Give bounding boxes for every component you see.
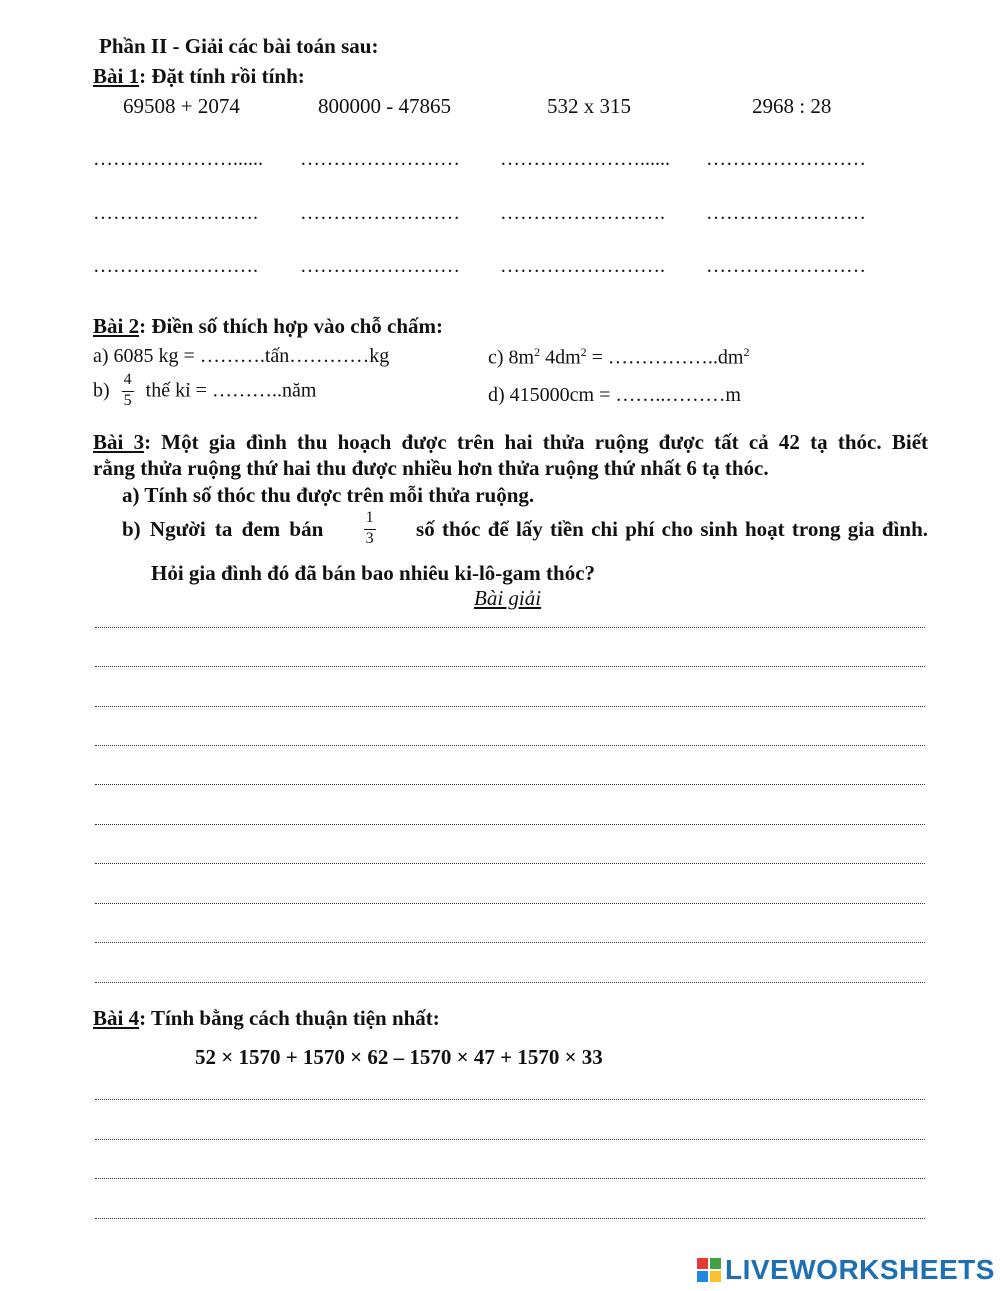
bai3-solution-line[interactable]	[95, 863, 925, 864]
bai4-title: : Tính bằng cách thuận tiện nhất:	[139, 1006, 440, 1030]
brand-name: LIVEWORKSHEETS	[725, 1254, 995, 1285]
bai4-heading	[93, 1006, 440, 1031]
bai1-expression-1: 69508 + 2074	[123, 94, 240, 118]
bai2-heading	[93, 314, 443, 339]
bai2-b-fraction	[121, 371, 135, 411]
bai3-solution-line[interactable]	[95, 745, 925, 746]
logo-square-l	[697, 1258, 708, 1269]
bai3-item-b	[122, 509, 928, 549]
bai3-label: Bài 3	[93, 430, 145, 454]
bai1-answer-4-row-1[interactable]: ……………………	[706, 148, 866, 170]
bai3-line-2: rằng thửa ruộng thứ hai thu được nhiều hơn thửa ruộng thứ nhất 6 tạ thóc.	[93, 456, 769, 480]
bai3-solution-line[interactable]	[95, 627, 925, 628]
bai3-item-a: a) Tính số thóc thu được trên mỗi thửa ruộng.	[122, 483, 535, 507]
bai1-expression-2: 800000 - 47865	[318, 94, 451, 118]
bai2-item-c[interactable]	[488, 345, 750, 370]
bai1-answer-1-row-2[interactable]: …………………….	[93, 202, 258, 224]
bai3-solution-line[interactable]	[95, 903, 925, 904]
bai1-title: : Đặt tính rồi tính:	[139, 64, 305, 88]
bai4-label: Bài 4	[93, 1006, 140, 1030]
bai2-b-text: thế kỉ = ………..năm	[145, 379, 317, 402]
bai3-solution-line[interactable]	[95, 982, 925, 983]
bai4-solution-line[interactable]	[95, 1139, 925, 1140]
part-title: Phần II - Giải các bài toán sau:	[99, 34, 379, 58]
bai4-solution-line[interactable]	[95, 1099, 925, 1100]
bai4-solution-line[interactable]	[95, 1178, 925, 1179]
bai1-answer-3-row-1[interactable]: …………………......	[500, 148, 670, 170]
bai3-solution-label: Bài giải	[474, 586, 542, 610]
bai1-answer-4-row-3[interactable]: ……………………	[706, 255, 866, 277]
liveworksheets-logo	[697, 1253, 995, 1287]
bai2-c-sup1: 2	[534, 345, 541, 359]
bai1-answer-2-row-2[interactable]: ……………………	[300, 202, 460, 224]
bai3-b-text-2: số thóc để lấy tiền chi phí cho sinh hoạt trong gia đình.	[416, 516, 928, 541]
logo-square-e	[710, 1271, 721, 1282]
bai1-answer-1-row-3[interactable]: …………………….	[93, 255, 258, 277]
logo-square-v	[697, 1271, 708, 1282]
logo-mark-icon	[697, 1258, 721, 1282]
bai2-b-denominator: 5	[123, 392, 132, 409]
bai1-answer-2-row-3[interactable]: ……………………	[300, 255, 460, 277]
bai1-answer-2-row-1[interactable]: ……………………	[300, 148, 460, 170]
bai1-expression-4: 2968 : 28	[752, 94, 832, 118]
bai2-c-part2: 4dm	[540, 346, 581, 369]
bai3-b-denominator: 3	[365, 530, 374, 547]
bai2-item-a[interactable]: a) 6085 kg = ……….tấn…………kg	[93, 345, 390, 367]
bai1-answer-4-row-2[interactable]: ……………………	[706, 202, 866, 224]
bai3-solution-line[interactable]	[95, 706, 925, 707]
bai3-text-1: : Một gia đình thu hoạch được trên hai thửa ruộng được tất cả 42 tạ thóc. Biết	[144, 430, 929, 454]
bai3-b-fraction	[363, 509, 377, 549]
bai2-item-d[interactable]: d) 415000cm = ……..………m	[488, 384, 741, 406]
bai1-heading	[93, 64, 305, 89]
bai2-b-prefix: b)	[93, 379, 110, 402]
bai2-title: : Điền số thích hợp vào chỗ chấm:	[139, 314, 443, 338]
bai1-answer-1-row-1[interactable]: …………………......	[93, 148, 263, 170]
bai2-c-part1: c) 8m	[488, 346, 535, 369]
bai3-solution-line[interactable]	[95, 784, 925, 785]
bai1-answer-3-row-3[interactable]: …………………….	[500, 255, 665, 277]
bai2-item-b[interactable]	[93, 371, 316, 411]
bai3-question: Hỏi gia đình đó đã bán bao nhiêu ki-lô-gam thóc?	[151, 561, 596, 585]
bai1-answer-3-row-2[interactable]: …………………….	[500, 202, 665, 224]
bai3-solution-line[interactable]	[95, 666, 925, 667]
bai1-label: Bài 1	[93, 64, 140, 88]
bai2-label: Bài 2	[93, 314, 140, 338]
bai2-c-sup2: 2	[580, 345, 587, 359]
bai4-expression: 52 × 1570 + 1570 × 62 – 1570 × 47 + 1570 × 33	[195, 1045, 603, 1069]
bai3-b-numerator: 1	[365, 509, 374, 526]
bai2-c-sup3: 2	[743, 345, 750, 359]
bai2-b-numerator: 4	[123, 371, 132, 388]
logo-square-i	[710, 1258, 721, 1269]
bai3-b-text-1: b) Người ta đem bán	[122, 516, 324, 541]
bai3-line-1	[93, 430, 928, 455]
bai4-solution-line[interactable]	[95, 1218, 925, 1219]
bai2-c-part3: = ……………..dm	[586, 346, 744, 369]
bai1-expression-3: 532 x 315	[547, 94, 631, 118]
bai3-solution-line[interactable]	[95, 824, 925, 825]
bai3-solution-line[interactable]	[95, 942, 925, 943]
